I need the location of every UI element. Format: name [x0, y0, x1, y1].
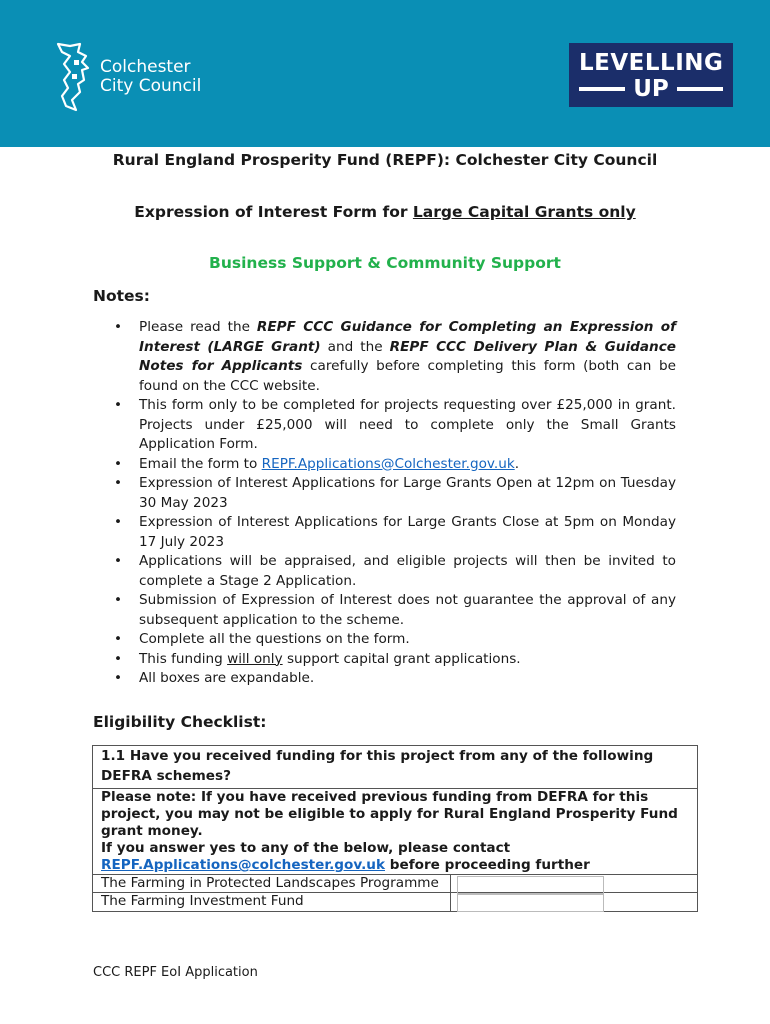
levelling-up-line2: [579, 76, 723, 102]
notes-item: [114, 318, 676, 396]
eligibility-contact-text: If you answer yes to any of the below, please contact: [101, 840, 511, 856]
scheme-answer-field[interactable]: [457, 894, 604, 912]
castle-profile-icon: [52, 40, 92, 114]
council-name-line1: Colchester: [100, 57, 191, 77]
eligibility-table: [92, 745, 698, 912]
notes-item-text: support capital grant applications.: [282, 650, 521, 667]
scheme-answer-cell: [451, 893, 697, 911]
guidance-document-title: REPF CCC Guidance for Completing an Expression of Interest (LARGE Grant): [139, 319, 676, 355]
notes-item: [114, 455, 676, 475]
scheme-answer-cell: [451, 875, 697, 892]
notes-item: [114, 650, 676, 670]
scheme-label: The Farming Investment Fund: [93, 893, 451, 911]
notes-item-text: Email the form to: [139, 455, 262, 472]
notes-item: • Submission of Expression of Interest does not guarantee the approval of any subsequent application to the scheme.: [114, 591, 676, 630]
applications-email-link[interactable]: REPF.Applications@Colchester.gov.uk: [261, 455, 515, 472]
notes-item-text: This funding: [139, 650, 228, 667]
form-title-prefix: Expression of Interest Form for: [134, 203, 413, 221]
document-title: Rural England Prosperity Fund (REPF): Colchester City Council: [112, 151, 658, 169]
notes-item: • All boxes are expandable.: [114, 669, 676, 689]
notes-item-text: and the: [320, 338, 390, 355]
notes-heading: Notes:: [93, 287, 150, 305]
notes-list: [114, 318, 676, 689]
colchester-council-logo: [52, 40, 201, 114]
notes-item: • Applications will be appraised, and eligible projects will then be invited to complete a Stage 2 Application.: [114, 552, 676, 591]
eligibility-contact-text: before proceeding further: [385, 857, 590, 873]
notes-item-text: Please read the: [139, 319, 257, 335]
notes-item: • Expression of Interest Applications for Large Grants Close at 5pm on Monday 17 July 2023: [114, 513, 676, 552]
notes-item: • Expression of Interest Applications for Large Grants Open at 12pm on Tuesday 30 May 2023: [114, 474, 676, 513]
page-header: [0, 0, 770, 147]
levelling-up-word: UP: [633, 76, 669, 102]
eligibility-email-link[interactable]: REPF.Applications@colchester.gov.uk: [101, 857, 386, 873]
form-subtitle: Business Support & Community Support: [209, 254, 561, 272]
levelling-up-logo: [569, 43, 733, 107]
form-title-underlined: Large Capital Grants only: [412, 203, 636, 221]
eligibility-heading: Eligibility Checklist:: [93, 713, 267, 731]
eligibility-note: [93, 789, 697, 875]
notes-item-text: carefully before completing this form (both can be found on the CCC website.: [139, 358, 676, 394]
scheme-answer-field[interactable]: [457, 876, 604, 894]
council-name: [100, 58, 201, 96]
notes-item-text: .: [514, 455, 520, 472]
page-footer: CCC REPF EoI Application: [93, 965, 258, 980]
council-name-line2: City Council: [100, 76, 202, 96]
form-title: [90, 202, 680, 223]
levelling-up-line1: LEVELLING: [579, 50, 724, 76]
scheme-answer-divider: [603, 894, 697, 912]
scheme-label: The Farming in Protected Landscapes Programme: [93, 875, 451, 892]
notes-item: • This form only to be completed for projects requesting over £25,000 in grant. Projects under £25,000 will need to complete only the Small Grants Application Form.: [114, 396, 676, 455]
eligibility-question: 1.1 Have you received funding for this project from any of the following DEFRA schemes?: [93, 746, 697, 789]
levelling-bar-left: [579, 87, 625, 91]
notes-item: • Complete all the questions on the form.: [114, 630, 676, 650]
table-row: [93, 875, 697, 893]
eligibility-contact-line: [101, 840, 689, 874]
delivery-plan-title: REPF CCC Delivery Plan & Guidance Notes for Applicants: [139, 338, 676, 374]
table-row: [93, 893, 697, 911]
eligibility-note-text: Please note: If you have received previous funding from DEFRA for this project, you may not be eligible to apply for Rural England Prosperity Fund grant money.: [101, 789, 678, 839]
levelling-bar-right: [677, 87, 723, 91]
notes-item-underlined: will only: [227, 650, 283, 667]
